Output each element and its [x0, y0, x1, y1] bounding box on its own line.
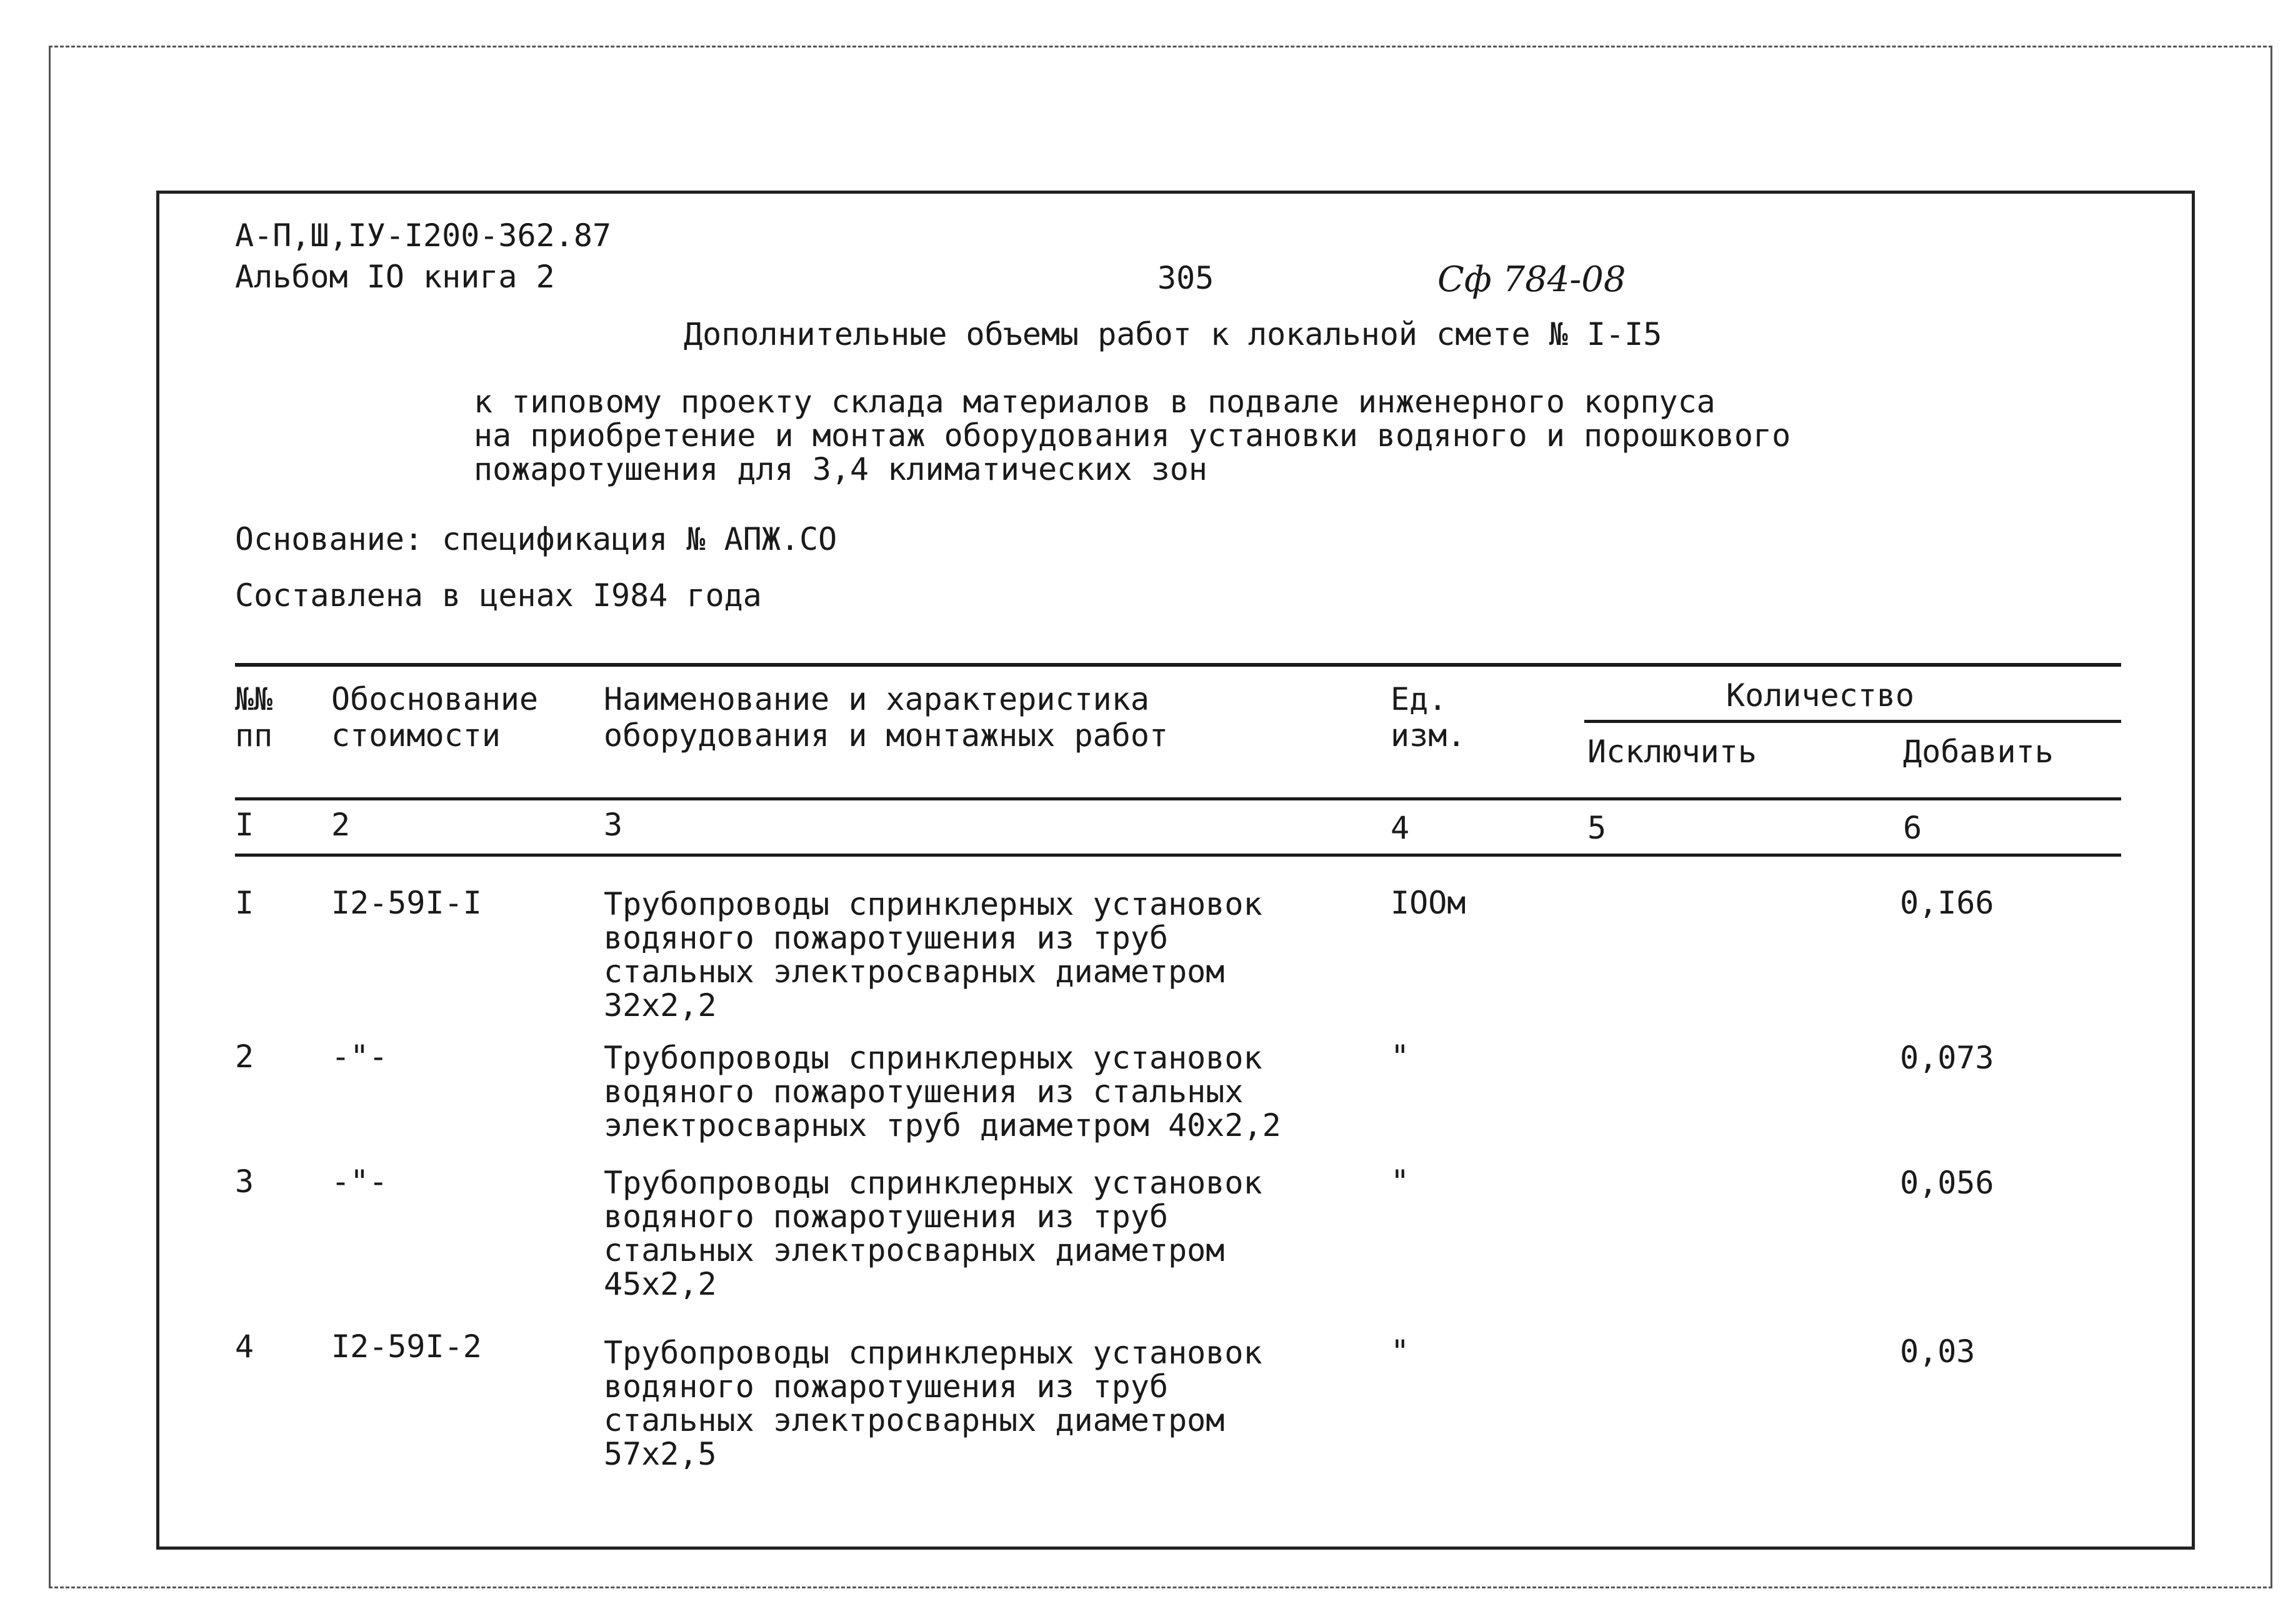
col-numbers-rule — [235, 854, 2121, 857]
row-unit: " — [1391, 1039, 1410, 1075]
header-add: Добавить — [1903, 734, 2054, 770]
subtitle-line: к типовому проекту склада материалов в подвале инженерного корпуса — [474, 384, 1716, 420]
page-title: Дополнительные объемы работ к локальной смете № I-I5 — [684, 316, 1662, 352]
row-unit: " — [1391, 1163, 1410, 1200]
row-basis: -"- — [331, 1163, 388, 1200]
row-num: 3 — [235, 1163, 254, 1200]
basis-line: Основание: спецификация № АПЖ.СО — [235, 521, 837, 557]
row-add: 0,056 — [1900, 1165, 1994, 1201]
page-number: 305 — [1157, 260, 1214, 296]
row-name: Трубопроводы спринклерных установок водяного пожаротушения из труб стальных электросварных диаметром 45х2,2 — [604, 1165, 1262, 1302]
doc-code: А-П,Ш,IУ-I200-362.87 — [235, 217, 612, 254]
quantity-rule — [1584, 720, 2121, 723]
header-bottom-rule — [235, 797, 2121, 800]
row-name: Трубопроводы спринклерных установок водяного пожаротушения из стальных электросварных труб диаметром 40х2,2 — [604, 1040, 1281, 1143]
subtitle-line: на приобретение и монтаж оборудования установки водяного и порошкового — [474, 417, 1791, 454]
col-number: 6 — [1903, 810, 1922, 846]
col-number: 5 — [1587, 810, 1607, 846]
prices-line: Составлена в ценах I984 года — [235, 577, 762, 614]
row-basis: -"- — [331, 1039, 388, 1075]
header-num: №№ пп — [235, 681, 273, 754]
subtitle — [474, 385, 1791, 486]
table-top-rule — [235, 663, 2121, 667]
row-unit: " — [1391, 1333, 1410, 1370]
row-unit: IOOм — [1391, 885, 1466, 921]
col-number: I — [235, 807, 254, 843]
row-add: 0,I66 — [1900, 885, 1994, 921]
row-name: Трубопроводы спринклерных установок водяного пожаротушения из труб стальных электросварных диаметром 32х2,2 — [604, 886, 1262, 1024]
col-number: 4 — [1391, 810, 1410, 846]
row-num: 2 — [235, 1039, 254, 1075]
row-add: 0,03 — [1900, 1333, 1976, 1370]
header-quantity: Количество — [1726, 677, 1915, 714]
col-number: 3 — [604, 807, 623, 843]
col-number: 2 — [331, 807, 351, 843]
header-name: Наименование и характеристика оборудования и монтажных работ — [604, 681, 1169, 754]
row-basis: I2-59I-I — [331, 885, 482, 921]
row-name: Трубопроводы спринклерных установок водяного пожаротушения из труб стальных электросварных диаметром 57х2,5 — [604, 1335, 1262, 1472]
row-num: 4 — [235, 1328, 254, 1365]
row-num: I — [235, 885, 254, 921]
subtitle-line: пожаротушения для 3,4 климатических зон — [474, 451, 1207, 487]
header-basis: Обоснование стоимости — [331, 681, 539, 754]
handwritten-signature: Сф 784-08 — [1437, 259, 1626, 300]
row-add: 0,073 — [1900, 1040, 1994, 1076]
header-unit: Ед. изм. — [1391, 681, 1466, 754]
header-exclude: Исключить — [1587, 734, 1757, 770]
row-basis: I2-59I-2 — [331, 1328, 482, 1365]
album-label: Альбом IO книга 2 — [235, 259, 555, 295]
